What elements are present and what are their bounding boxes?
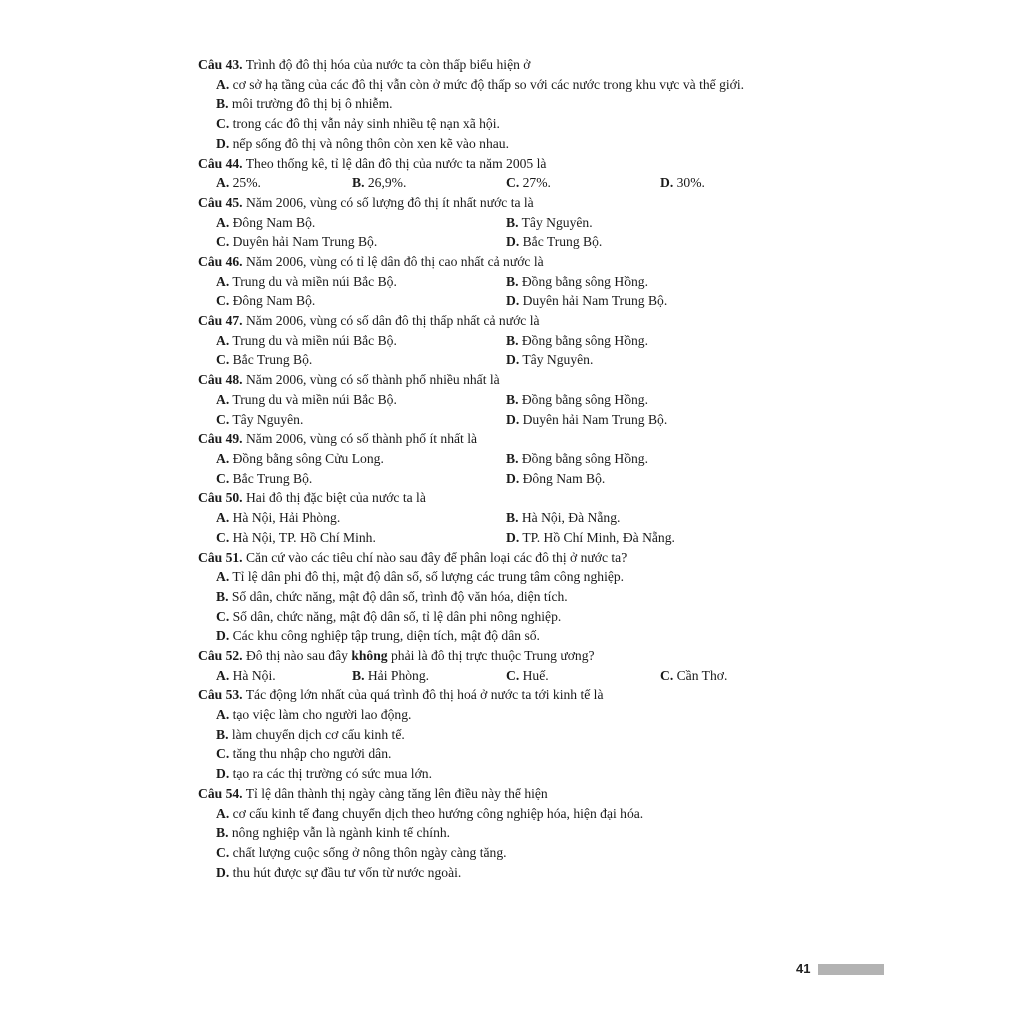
option-text: Đông Nam Bộ.: [229, 293, 316, 309]
question-text: Hai đô thị đặc biệt của nước ta là: [242, 490, 426, 506]
option-letter: A.: [216, 76, 230, 92]
option-letter: A.: [216, 332, 230, 348]
option-row: [198, 134, 898, 154]
option-text: Duyên hải Nam Trung Bộ.: [229, 234, 378, 250]
option-text: Đông Nam Bộ.: [229, 214, 316, 230]
answer-option: [216, 75, 744, 95]
option-letter: D.: [506, 411, 520, 427]
answer-option: [352, 173, 406, 193]
question-text: Năm 2006, vùng có số thành phố ít nhất là: [242, 431, 478, 447]
question-block: [198, 784, 898, 882]
option-row: [198, 508, 898, 528]
option-letter: C.: [216, 470, 230, 486]
option-letter: D.: [216, 135, 230, 151]
option-row: [198, 725, 898, 745]
option-letter: B.: [216, 588, 229, 604]
question-block: [198, 55, 898, 153]
answer-option: [660, 666, 727, 686]
question-stem: [198, 55, 898, 75]
option-text: cơ sở hạ tầng của các đô thị vẫn còn ở mức độ thấp so với các nước trong khu vực và thế giới.: [229, 76, 745, 92]
option-letter: C.: [506, 175, 520, 191]
option-text: thu hút được sự đầu tư vốn từ nước ngoài.: [229, 864, 462, 880]
question-text: Trình độ đô thị hóa của nước ta còn thấp biểu hiện ở: [242, 57, 531, 72]
option-letter: A.: [216, 391, 230, 407]
question-block: [198, 488, 898, 547]
option-text: 27%.: [519, 175, 551, 191]
answer-option: [216, 626, 540, 646]
option-letter: C.: [506, 667, 520, 683]
option-letter: B.: [352, 667, 365, 683]
option-letter: D.: [506, 529, 520, 545]
answer-option: [216, 390, 397, 410]
question-stem: [198, 429, 898, 449]
option-letter: B.: [506, 391, 519, 407]
option-letter: C.: [216, 234, 230, 250]
answer-option: [216, 232, 377, 252]
option-text: 26,9%.: [364, 175, 407, 191]
option-letter: B.: [352, 175, 365, 191]
option-letter: A.: [216, 569, 230, 585]
option-text: Hà Nội.: [229, 667, 276, 683]
answer-option: [216, 469, 312, 489]
question-stem: [198, 784, 898, 804]
question-block: [198, 370, 898, 429]
question-text: Năm 2006, vùng có số lượng đô thị ít nhất nước ta là: [242, 194, 534, 210]
answer-option: [506, 528, 675, 548]
answer-option: [506, 666, 549, 686]
answer-option: [506, 213, 593, 233]
option-text: 30%.: [673, 175, 705, 191]
option-text: TP. Hồ Chí Minh, Đà Nẵng.: [519, 529, 675, 545]
question-stem: [198, 548, 898, 568]
option-row: [198, 114, 898, 134]
option-text: Đồng bằng sông Cửu Long.: [229, 451, 384, 466]
option-row: [198, 75, 898, 95]
answer-option: [506, 350, 593, 370]
option-text: Tỉ lệ dân phi đô thị, mật độ dân số, số lượng các trung tâm công nghiệp.: [229, 569, 625, 585]
answer-option: [506, 291, 667, 311]
answer-option: [216, 725, 405, 745]
option-text: Hà Nội, TP. Hồ Chí Minh.: [229, 529, 376, 545]
option-text: Số dân, chức năng, mật độ dân số, tỉ lệ dân phi nông nghiệp.: [229, 608, 562, 624]
answer-option: [216, 508, 340, 528]
answer-option: [506, 272, 648, 292]
option-row: [198, 744, 898, 764]
answer-option: [216, 134, 509, 154]
answer-option: [506, 508, 620, 528]
question-text: Tỉ lệ dân thành thị ngày càng tăng lên điều này thể hiện: [242, 785, 548, 801]
option-letter: A.: [216, 214, 230, 230]
option-letter: A.: [216, 510, 230, 526]
option-text: Duyên hải Nam Trung Bộ.: [519, 411, 668, 427]
answer-option: [216, 114, 500, 134]
option-letter: B.: [506, 451, 519, 466]
option-row: [198, 626, 898, 646]
option-text: tăng thu nhập cho người dân.: [229, 746, 392, 762]
question-block: [198, 311, 898, 370]
question-block: [198, 646, 898, 685]
question-number: Câu 52.: [198, 648, 243, 663]
answer-option: [216, 744, 391, 764]
question-stem: [198, 370, 898, 390]
question-emphasis: không: [351, 648, 388, 663]
option-text: Tây Nguyên.: [229, 411, 304, 427]
question-block: [198, 252, 898, 311]
option-row: [198, 173, 898, 193]
question-block: [198, 193, 898, 252]
question-block: [198, 685, 898, 783]
option-text: Duyên hải Nam Trung Bộ.: [519, 293, 668, 309]
option-letter: C.: [216, 529, 230, 545]
question-number: Câu 43.: [198, 57, 243, 72]
option-text: Các khu công nghiệp tập trung, diện tích, mật độ dân số.: [229, 628, 540, 644]
option-text: 25%.: [229, 175, 261, 191]
answer-option: [216, 804, 643, 824]
option-text: Đồng bằng sông Hồng.: [518, 451, 648, 466]
question-block: [198, 548, 898, 646]
option-letter: C.: [216, 293, 230, 309]
option-text: Bắc Trung Bộ.: [229, 352, 313, 368]
option-row: [198, 705, 898, 725]
option-text: Đồng bằng sông Hồng.: [518, 332, 648, 348]
option-text: nông nghiệp vẫn là ngành kinh tế chính.: [228, 825, 451, 841]
option-letter: B.: [506, 332, 519, 348]
answer-option: [216, 823, 450, 843]
question-stem: [198, 311, 898, 331]
option-letter: D.: [660, 175, 674, 191]
answer-option: [216, 528, 376, 548]
answer-option: [216, 567, 624, 587]
option-text: Trung du và miền núi Bắc Bộ.: [229, 332, 397, 348]
option-letter: C.: [216, 746, 230, 762]
option-text: làm chuyển dịch cơ cấu kinh tế.: [228, 726, 405, 742]
option-text: Số dân, chức năng, mật độ dân số, trình độ văn hóa, diện tích.: [228, 588, 568, 604]
answer-option: [506, 173, 551, 193]
answer-option: [216, 607, 561, 627]
option-row: [198, 823, 898, 843]
answer-option: [506, 469, 605, 489]
option-letter: C.: [216, 352, 230, 368]
option-letter: D.: [216, 864, 230, 880]
option-row: [198, 587, 898, 607]
option-letter: C.: [216, 116, 230, 132]
answer-option: [216, 764, 432, 784]
question-number: Câu 45.: [198, 194, 243, 210]
option-letter: B.: [216, 825, 229, 841]
option-letter: B.: [506, 273, 519, 289]
question-number: Câu 47.: [198, 313, 243, 329]
option-letter: A.: [216, 273, 230, 289]
question-text: Đô thị nào sau đây: [242, 648, 352, 663]
option-letter: C.: [216, 608, 230, 624]
answer-option: [216, 213, 315, 233]
option-text: nếp sống đô thị và nông thôn còn xen kẽ vào nhau.: [229, 135, 509, 151]
answer-option: [506, 449, 648, 469]
question-text: Căn cứ vào các tiêu chí nào sau đây để phân loại các đô thị ở nước ta?: [242, 549, 628, 565]
option-text: tạo việc làm cho người lao động.: [229, 707, 412, 723]
option-text: Bắc Trung Bộ.: [229, 470, 313, 486]
question-number: Câu 51.: [198, 549, 243, 565]
question-number: Câu 54.: [198, 785, 243, 801]
answer-option: [216, 587, 568, 607]
option-text: môi trường đô thị bị ô nhiễm.: [228, 96, 393, 112]
option-text: Hà Nội, Đà Nẵng.: [518, 510, 621, 526]
option-text: Tây Nguyên.: [518, 214, 593, 230]
answer-option: [506, 331, 648, 351]
option-text: cơ cấu kinh tế đang chuyển dịch theo hướng công nghiệp hóa, hiện đại hóa.: [229, 805, 644, 821]
answer-option: [216, 449, 384, 469]
answer-option: [216, 291, 315, 311]
option-row: [198, 607, 898, 627]
option-letter: A.: [216, 707, 230, 723]
option-row: [198, 666, 898, 686]
option-letter: A.: [216, 667, 230, 683]
option-letter: B.: [506, 214, 519, 230]
option-text: Cần Thơ.: [673, 667, 728, 683]
option-text: Hà Nội, Hải Phòng.: [229, 510, 341, 526]
option-text: Trung du và miền núi Bắc Bộ.: [229, 273, 397, 289]
question-block: [198, 429, 898, 488]
question-text: Năm 2006, vùng có tỉ lệ dân đô thị cao nhất cả nước là: [242, 254, 544, 269]
option-letter: A.: [216, 805, 230, 821]
question-stem: [198, 154, 898, 174]
answer-option: [216, 350, 312, 370]
option-letter: D.: [506, 470, 520, 486]
answer-option: [506, 410, 667, 430]
option-letter: C.: [216, 411, 230, 427]
answer-option: [216, 843, 507, 863]
option-row: [198, 350, 898, 370]
answer-option: [216, 705, 411, 725]
option-letter: D.: [506, 293, 520, 309]
option-letter: D.: [506, 352, 520, 368]
option-text: Tây Nguyên.: [519, 352, 594, 368]
option-row: [198, 232, 898, 252]
question-stem: [198, 252, 898, 272]
option-row: [198, 528, 898, 548]
option-row: [198, 863, 898, 883]
question-number: Câu 53.: [198, 687, 243, 703]
question-text: Năm 2006, vùng có số thành phố nhiều nhất là: [242, 372, 500, 388]
option-row: [198, 390, 898, 410]
answer-option: [216, 94, 393, 114]
option-text: Bắc Trung Bộ.: [519, 234, 603, 250]
question-stem: [198, 685, 898, 705]
question-stem: [198, 488, 898, 508]
answer-option: [216, 331, 397, 351]
option-letter: B.: [506, 510, 519, 526]
option-letter: D.: [506, 234, 520, 250]
option-row: [198, 291, 898, 311]
answer-option: [660, 173, 705, 193]
question-text-end: phải là đô thị trực thuộc Trung ương?: [387, 648, 595, 663]
answer-option: [506, 232, 602, 252]
answer-option: [216, 666, 276, 686]
option-row: [198, 469, 898, 489]
question-stem: [198, 646, 898, 666]
option-row: [198, 449, 898, 469]
option-text: trong các đô thị vẫn nảy sinh nhiều tệ nạn xã hội.: [229, 116, 500, 132]
question-number: Câu 48.: [198, 372, 243, 388]
answer-option: [216, 173, 261, 193]
option-letter: A.: [216, 451, 230, 466]
page-number: 41: [796, 961, 811, 976]
option-letter: D.: [216, 766, 230, 782]
option-text: Huế.: [519, 667, 549, 683]
answer-option: [506, 390, 648, 410]
footer-bar: [818, 964, 884, 975]
question-number: Câu 49.: [198, 431, 243, 447]
option-text: Trung du và miền núi Bắc Bộ.: [229, 391, 397, 407]
question-text: Theo thống kê, tỉ lệ dân đô thị của nước ta năm 2005 là: [242, 155, 547, 171]
question-stem: [198, 193, 898, 213]
question-text: Tác động lớn nhất của quá trình đô thị hoá ở nước ta tới kinh tế là: [242, 687, 604, 703]
option-row: [198, 213, 898, 233]
question-number: Câu 50.: [198, 490, 243, 506]
option-row: [198, 410, 898, 430]
question-block: [198, 154, 898, 193]
option-letter: B.: [216, 96, 229, 112]
option-text: tạo ra các thị trường có sức mua lớn.: [229, 766, 432, 782]
option-row: [198, 764, 898, 784]
option-text: Đồng bằng sông Hồng.: [518, 391, 648, 407]
option-text: Đông Nam Bộ.: [519, 470, 606, 486]
answer-option: [216, 410, 303, 430]
option-letter: C.: [660, 667, 674, 683]
option-text: Hải Phòng.: [364, 667, 430, 683]
option-letter: A.: [216, 175, 230, 191]
option-text: chất lượng cuộc sống ở nông thôn ngày càng tăng.: [229, 844, 507, 860]
option-row: [198, 272, 898, 292]
option-row: [198, 567, 898, 587]
answer-option: [352, 666, 429, 686]
option-row: [198, 804, 898, 824]
option-letter: D.: [216, 628, 230, 644]
option-row: [198, 331, 898, 351]
option-letter: B.: [216, 726, 229, 742]
option-row: [198, 94, 898, 114]
question-number: Câu 46.: [198, 254, 243, 269]
option-letter: C.: [216, 844, 230, 860]
option-row: [198, 843, 898, 863]
answer-option: [216, 272, 397, 292]
question-number: Câu 44.: [198, 155, 243, 171]
answer-option: [216, 863, 461, 883]
question-text: Năm 2006, vùng có số dân đô thị thấp nhất cả nước là: [242, 313, 540, 329]
option-text: Đồng bằng sông Hồng.: [518, 273, 648, 289]
